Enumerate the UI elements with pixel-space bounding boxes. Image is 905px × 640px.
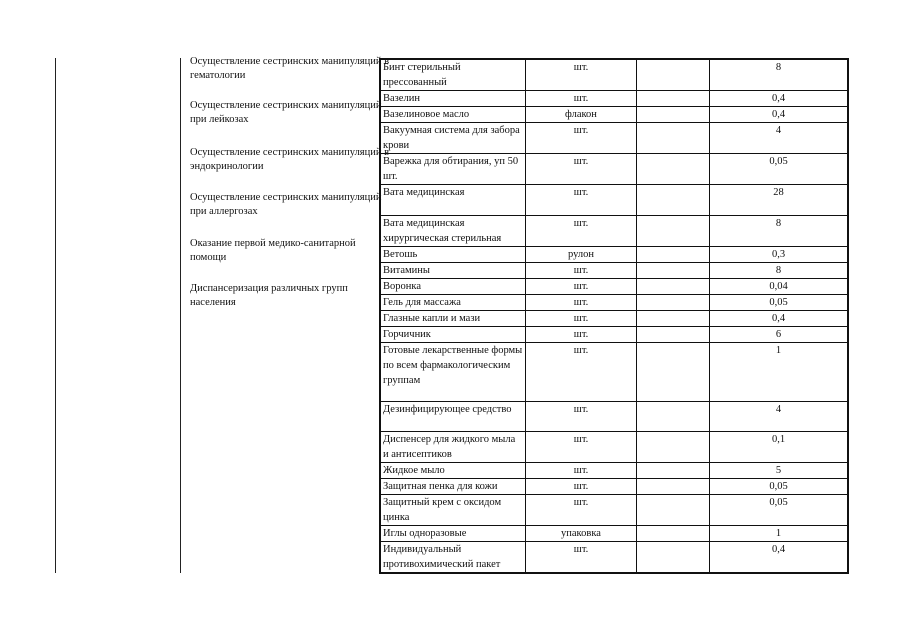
table-row [380,463,848,479]
module-item: Осуществление сестринских манипуляций при лейкозах [190,100,382,125]
item-name-cell: Защитный крем с оксидом цинка [380,495,526,526]
item-value-cell: 1 [710,343,849,402]
item-empty-cell [637,479,710,495]
supplies-table-body [380,59,848,573]
module-item: Осуществление сестринских манипуляций в эндокринологии [190,147,390,172]
item-name-cell: Вазелиновое масло [380,107,526,123]
item-value-cell: 1 [710,526,849,542]
item-unit-cell: шт. [526,216,637,247]
table-row [380,311,848,327]
item-unit-cell: шт. [526,263,637,279]
item-empty-cell [637,247,710,263]
table-row [380,402,848,432]
item-value-cell: 0,05 [710,295,849,311]
item-empty-cell [637,91,710,107]
item-value-cell: 0,4 [710,311,849,327]
item-value-cell: 0,04 [710,279,849,295]
item-value-cell: 6 [710,327,849,343]
item-unit-cell: шт. [526,311,637,327]
item-name-cell: Защитная пенка для кожи [380,479,526,495]
item-empty-cell [637,402,710,432]
item-empty-cell [637,59,710,91]
table-row [380,526,848,542]
item-name-cell: Вазелин [380,91,526,107]
item-name-cell: Гель для массажа [380,295,526,311]
item-value-cell: 28 [710,185,849,216]
item-empty-cell [637,216,710,247]
module-item: Оказание первой медико-санитарной помощи [190,238,356,263]
table-row [380,154,848,185]
item-value-cell: 4 [710,123,849,154]
item-value-cell: 0,4 [710,91,849,107]
item-unit-cell: шт. [526,185,637,216]
table-row [380,247,848,263]
item-unit-cell: шт. [526,295,637,311]
module-item: Осуществление сестринских манипуляций при аллергозах [190,192,382,217]
item-unit-cell: шт. [526,59,637,91]
table-row [380,343,848,402]
table-row [380,263,848,279]
item-unit-cell: шт. [526,343,637,402]
table-row [380,327,848,343]
item-unit-cell: флакон [526,107,637,123]
item-empty-cell [637,495,710,526]
item-empty-cell [637,295,710,311]
item-name-cell: Иглы одноразовые [380,526,526,542]
item-value-cell: 0,05 [710,154,849,185]
item-unit-cell: упаковка [526,526,637,542]
table-row [380,107,848,123]
item-empty-cell [637,154,710,185]
item-name-cell: Вата медицинская [380,185,526,216]
item-unit-cell: шт. [526,91,637,107]
item-name-cell: Глазные капли и мази [380,311,526,327]
table-row [380,185,848,216]
item-value-cell: 0,05 [710,495,849,526]
item-unit-cell: шт. [526,463,637,479]
item-value-cell: 0,1 [710,432,849,463]
table-row [380,59,848,91]
item-name-cell: Ветошь [380,247,526,263]
item-empty-cell [637,107,710,123]
item-name-cell: Бинт стерильный прессованный [380,59,526,91]
item-name-cell: Готовые лекарственные формы по всем фармакологическим группам [380,343,526,402]
item-empty-cell [637,123,710,154]
item-name-cell: Вакуумная система для забора крови [380,123,526,154]
item-name-cell: Дезинфицирующее средство [380,402,526,432]
item-empty-cell [637,526,710,542]
table-row [380,279,848,295]
item-value-cell: 8 [710,263,849,279]
module-item: Диспансеризация различных групп населения [190,283,348,308]
item-unit-cell: шт. [526,479,637,495]
item-empty-cell [637,542,710,574]
item-name-cell: Воронка [380,279,526,295]
item-name-cell: Горчичник [380,327,526,343]
item-unit-cell: шт. [526,542,637,574]
item-name-cell: Варежка для обтирания, уп 50 шт. [380,154,526,185]
supplies-table [379,58,849,574]
item-value-cell: 8 [710,216,849,247]
item-unit-cell: шт. [526,402,637,432]
table-row [380,495,848,526]
table-row [380,216,848,247]
item-name-cell: Жидкое мыло [380,463,526,479]
item-value-cell: 4 [710,402,849,432]
item-empty-cell [637,185,710,216]
item-unit-cell: шт. [526,279,637,295]
item-unit-cell: шт. [526,327,637,343]
table-row [380,91,848,107]
item-unit-cell: шт. [526,123,637,154]
item-name-cell: Диспенсер для жидкого мыла и антисептиков [380,432,526,463]
item-name-cell: Индивидуальный противохимический пакет [380,542,526,574]
item-value-cell: 0,4 [710,107,849,123]
table-row [380,432,848,463]
item-unit-cell: шт. [526,495,637,526]
item-unit-cell: рулон [526,247,637,263]
item-unit-cell: шт. [526,154,637,185]
item-empty-cell [637,311,710,327]
item-empty-cell [637,463,710,479]
item-empty-cell [637,327,710,343]
item-empty-cell [637,432,710,463]
table-row [380,542,848,574]
table-row [380,479,848,495]
table-row [380,123,848,154]
item-empty-cell [637,279,710,295]
item-value-cell: 8 [710,59,849,91]
page-margin-line-left [55,58,56,573]
item-value-cell: 0,3 [710,247,849,263]
item-name-cell: Вата медицинская хирургическая стерильная [380,216,526,247]
module-item: Осуществление сестринских манипуляций в гематологии [190,56,390,81]
item-unit-cell: шт. [526,432,637,463]
item-value-cell: 0,4 [710,542,849,574]
page-margin-line-right [180,58,181,573]
item-empty-cell [637,343,710,402]
item-value-cell: 0,05 [710,479,849,495]
item-name-cell: Витамины [380,263,526,279]
table-row [380,295,848,311]
item-value-cell: 5 [710,463,849,479]
item-empty-cell [637,263,710,279]
